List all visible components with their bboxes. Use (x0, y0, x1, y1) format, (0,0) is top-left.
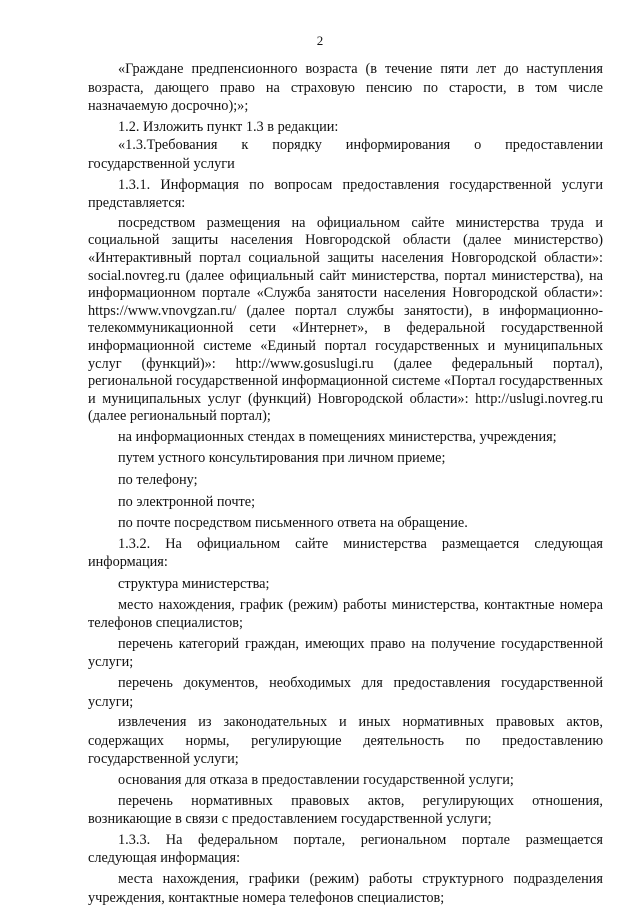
paragraph-section-heading: «1.3.Требования к порядку информирования о предоставлении государственной услуги (88, 137, 603, 172)
paragraph-refusal-grounds: основания для отказа в предоставлении государственной услуги; (118, 771, 514, 788)
paragraph-amend-clause: 1.2. Изложить пункт 1.3 в редакции: (118, 118, 339, 135)
paragraph-1-3-2: 1.3.2. На официальном сайте министерства размещается следующая информация: (88, 535, 603, 571)
paragraph-location-schedule: место нахождения, график (режим) работы министерства, контактные номера телефонов специалистов; (88, 596, 603, 632)
paragraph-1-3-1: 1.3.1. Информация по вопросам предоставления государственной услуги представляется: (88, 176, 603, 212)
page-number: 2 (316, 33, 324, 48)
document-body (88, 60, 603, 907)
paragraph-ministry-structure: структура министерства; (118, 576, 270, 593)
paragraph-oral-consult: путем устного консультирования при личном приеме; (118, 450, 446, 467)
paragraph-1-3-3: 1.3.3. На федеральном портале, региональном портале размещается следующая информация: (88, 831, 603, 867)
paragraph-legal-extracts: извлечения из законодательных и иных нормативных правовых актов, содержащих нормы, регулирующие деятельность по предоставлению государственной услуги; (88, 714, 603, 768)
paragraph-by-email: по электронной почте; (118, 493, 256, 510)
paragraph-citizen-categories: перечень категорий граждан, имеющих право на получение государственной услуги; (88, 635, 603, 671)
paragraph-locations-schedules: места нахождения, графики (режим) работы структурного подразделения учреждения, контактные номера телефонов специалистов; (88, 870, 603, 906)
paragraph-info-stands: на информационных стендах в помещениях министерства, учреждения; (118, 428, 557, 445)
paragraph-by-phone: по телефону; (118, 472, 198, 489)
paragraph-pre-pension-citizens: «Граждане предпенсионного возраста (в течение пяти лет до наступления возраста, дающего право на страховую пенсию по старости, в том числе назначаемую досрочно);»; (88, 61, 603, 115)
paragraph-legal-acts-list: перечень нормативных правовых актов, регулирующих отношения, возникающие в связи с предоставлением государственной услуги; (88, 792, 603, 828)
paragraph-by-post: по почте посредством письменного ответа на обращение. (118, 515, 468, 532)
paragraph-required-documents: перечень документов, необходимых для предоставления государственной услуги; (88, 675, 603, 710)
paragraph-official-sites: посредством размещения на официальном сайте министерства труда и социальной защиты населения Новгородской области (далее министерство) «Интерактивный портал социальной защиты населения Новгородской области»: social.novreg.ru (далее официальный сайт министерства, портал министерства), на информационном портале «Служба занятости населения Новгородской области»: https://www.vnovgzan.ru/ (далее портал службы занятости), в информационно-телекоммуникационной сети «Интернет», в федеральной государственной информационной системе «Единый портал государственных и муниципальных услуг (функций)»: http://www.gosuslugi.ru (далее федеральный портал), региональной государственной информационной системе «Портал государственных и муниципальных услуг (функций) Новгородской области»: http://uslugi.novreg.ru (далее региональный портал); (88, 214, 603, 425)
